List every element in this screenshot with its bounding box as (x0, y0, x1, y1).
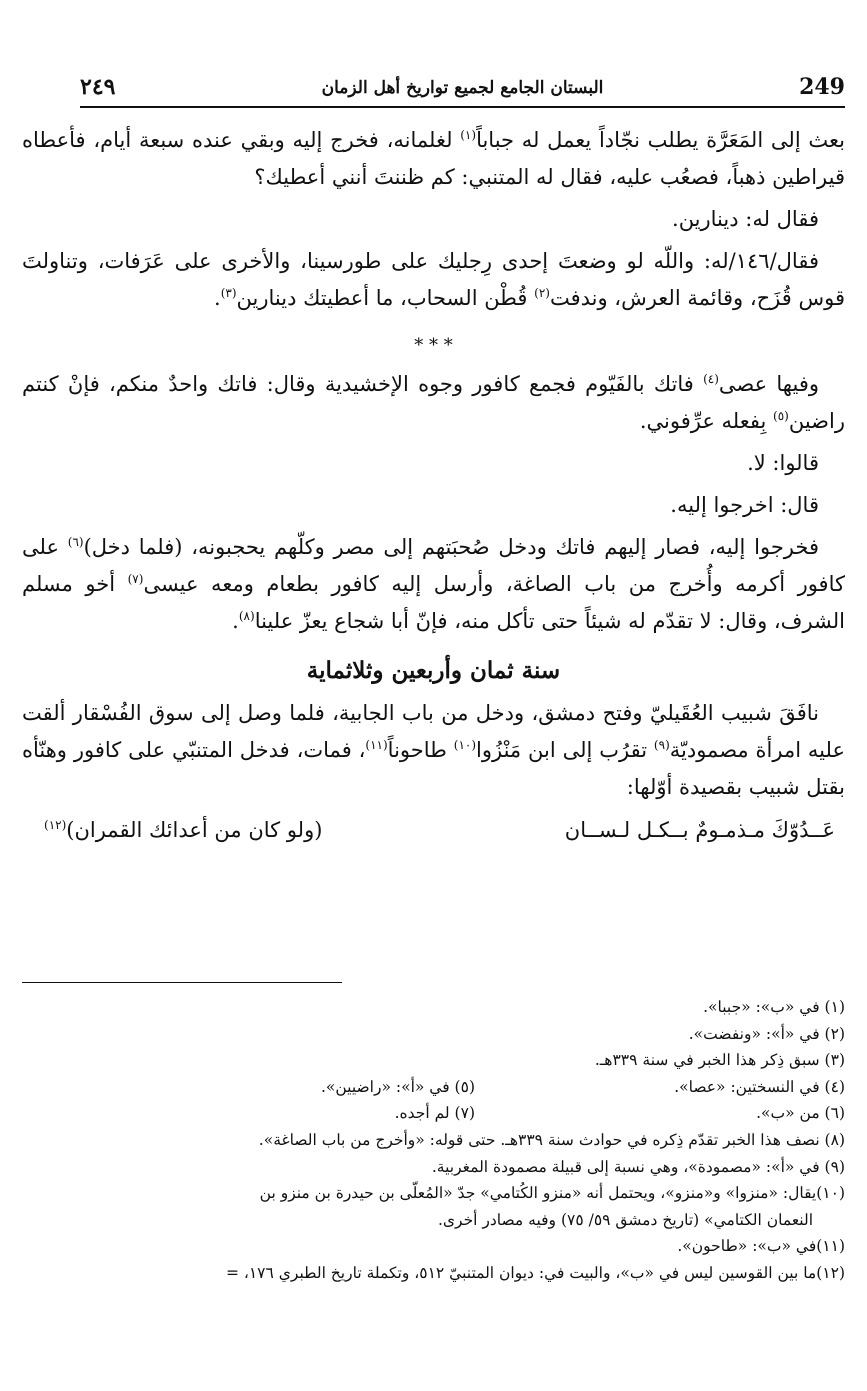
footnote-ref[interactable]: (٥) (773, 409, 789, 423)
page-number-arabic: ٢٤٩ (80, 74, 116, 100)
footnote: (٣) سبق ذِكر هذا الخبر في سنة ٣٣٩هـ. (594, 1051, 845, 1070)
footnote: (١٢)ما بين القوسين ليس في «ب»، والبيت في: ديوان المتنبيّ ٥١٢، وتكملة تاريخ الطبري ١٧٦، = (225, 1263, 845, 1282)
footnote: (١٠)يقال: «منزوا» و«منزو»، ويحتمل أنه «منزو الكُتامي» جدّ «المُعلّى بن حيدرة بن منزو بن (259, 1184, 845, 1203)
footnote: (١١)في «ب»: «طاحون». (677, 1237, 845, 1256)
footnote-ref[interactable]: (١٠) (453, 738, 477, 752)
footnote-ref[interactable]: (١) (460, 128, 477, 142)
footnote: (٢) في «أ»: «ونفضت». (688, 1024, 845, 1043)
footnotes (22, 994, 845, 1287)
verse-first-hemistich: عَــدُوّكَ مـذمـومٌ بــكـل لـســان (564, 818, 835, 842)
footnote-ref[interactable]: (٨) (238, 609, 255, 623)
running-header (80, 72, 845, 108)
footnote-ref[interactable]: (٣) (220, 286, 237, 300)
footnote: (٦) من «ب». (756, 1104, 845, 1123)
section-heading: سنة ثمان وأربعين وثلاثماية (306, 657, 561, 684)
footnote: (٧) لم أجده. (394, 1104, 475, 1123)
paragraph: فخرجوا إليه، فصار إليهم فاتك ودخل صُحبَتهم إلى مصر وكلّهم يحجبونه، (فلما دخل)$^{(٦)}$ على كافور أكرمه وأُخرج من باب الصاغة، وأرسل إليه كافور بطعام ومعه عيسى$^{(٧)}$ أخو مسلم الشرف، وقال: لا تقدّم له شيئاً حتى تأكل منه، فإنّ أبا شجاع يعزّ علينا$^{(٨)}$. (22, 535, 845, 633)
footnote: (١) في «ب»: «جببا». (703, 998, 845, 1016)
footnote-ref[interactable]: (١٢) (44, 818, 67, 832)
paragraph: وفيها عصى$^{(٤)}$ فاتك بالفَيّوم فجمع كافور وجوه الإخشيدية وقال: فاتك واحدٌ منكم، فإنْ كنتم راضين$^{(٥)}$ بِفعله عرِّفوني. (22, 372, 845, 433)
footnote: (٥) في «أ»: «راضيين». (320, 1077, 475, 1096)
paragraph: قال: اخرجوا إليه. (670, 493, 819, 517)
running-title: البستان الجامع لجميع تواريخ أهل الزمان (321, 78, 604, 98)
paragraph: فقال/١٤٦/له: واللّه لو وضعتَ إحدى رِجليك على طورسينا، والأخرى على عَرَفات، وتناولتَ قوس قُزَح، وقائمة العرش، وندفت$^{(٢)}$ قُطْن السحاب، ما أعطيتك دينارين$^{(٣)}$. (22, 249, 845, 310)
footnote-ref[interactable]: (٦) (67, 535, 84, 549)
footnote-continuation: النعمان الكتامي» (تاريخ دمشق ٥٩/ ٧٥) وفيه مصادر أخرى. (437, 1210, 813, 1229)
footnote-pair (22, 1074, 845, 1101)
footnote-separator (22, 982, 342, 983)
footnote: (٨) نصف هذا الخبر تقدّم ذِكره في حوادث سنة ٣٣٩هـ. حتى قوله: «وأخرج من باب الصاغة». (258, 1130, 845, 1149)
footnote-pair (22, 1100, 845, 1127)
footnote-ref[interactable]: (١١) (365, 738, 388, 752)
main-text (22, 122, 845, 849)
footnote: (٩) في «أ»: «مصمودة»، وهي نسبة إلى قبيلة مصمودة المغربية. (431, 1157, 845, 1176)
page-number-latin: 249 (799, 74, 845, 100)
section-divider: * * * (414, 335, 453, 356)
footnote-ref[interactable]: (٢) (534, 286, 550, 300)
footnote-ref[interactable]: (٧) (127, 572, 144, 586)
paragraph: بعث إلى المَعَرَّة يطلب نجّاداً يعمل له جباباً$^{(١)}$ لغلمانه، فخرج إليه وبقي عنده سبعة أيام، فأعطاه قيراطين ذهباً، فصعُب عليه، فقال له المتنبي: كم ظننتَ أنني أعطيك؟ (22, 128, 845, 189)
paragraph: نافَقَ شبيب العُقَيليّ وفتح دمشق، ودخل من باب الجابية، فلما وصل إلى سوق الفُسْقار ألقت عليه امرأة مصموديّة$^{(٩)}$ تقرُب إلى ابن مَنْزُوا$^{(١٠)}$ طاحوناً$^{(١١)}$، فمات، فدخل المتنبّي على كافور وهنّأه بقتل شبيب بقصيدة أوّلها: (22, 701, 846, 799)
footnote: (٤) في النسختين: «عصا». (674, 1077, 845, 1096)
footnote-ref[interactable]: (٩) (653, 738, 670, 752)
verse-second-hemistich: (ولو كان من أعدائك القمران)$^{(١٢)}$ (44, 818, 323, 842)
paragraph: فقال له: دينارين. (672, 207, 819, 231)
paragraph: قالوا: لا. (747, 451, 819, 475)
footnote-ref[interactable]: (٤) (703, 372, 719, 386)
poem-verse (22, 812, 845, 849)
